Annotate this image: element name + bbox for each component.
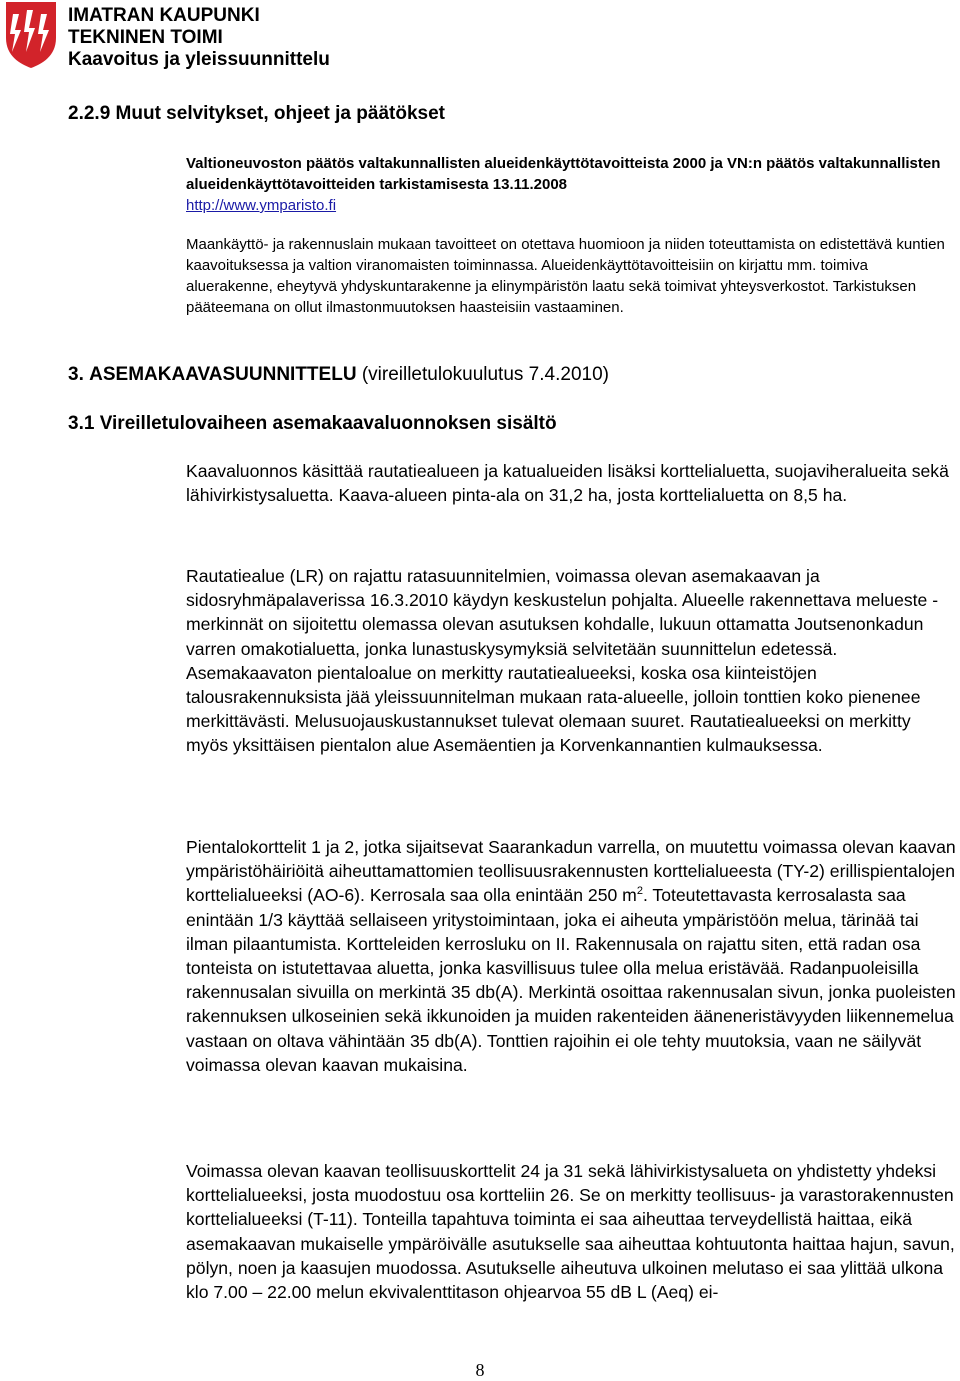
coat-of-arms-logo [4,0,58,70]
sub-heading: 3.1 Vireilletulovaiheen asemakaavaluonnoksen sisältö [68,413,557,434]
org-name: IMATRAN KAUPUNKI [68,5,260,26]
paragraph-2: Rautatiealue (LR) on rajattu ratasuunnitelmien, voimassa olevan asemakaavan ja sidosryhmäpalaverissa 16.3.2010 käydyn keskustelun pohjalta. Alueelle rakennettava melueste -merkinnät on sijoitettu olemassa olevan asutuksen kohdalle, lukuun ottamatta Joutsenonkadun varren omakotialuetta, jonka lunastuskysymyksiä selvitetään suunnittelun edetessä. Asemakaavaton pientaloalue on merkitty rautatiealueeksi, koska osa kiinteistöjen talousrakennuksista jää yleissuunnitelman mukaan rata-alueelle, jolloin tonttien koko pienenee merkittävästi. Melusuojauskustannukset tulevat olemaan suuret. Rautatiealueeksi on merkitty myös yksittäisen pientalon alue Asemäentien ja Korvenkannantien kulmauksessa. [186,566,939,756]
reference-body: Maankäyttö- ja rakennuslain mukaan tavoitteet on otettava huomioon ja niiden toteuttamista on edistettävä kuntien kaavoituksessa ja valtion viranomaisten toiminnassa. Alueidenkäyttötavoitteisiin on kirjattu mm. toimiva aluerakenne, eheytyvä yhdyskuntarakenne ja elinympäristön laatu sekä toimivat yhteysverkostot. Tarkistuksen pääteemana on ollut ilmastonmuutoksen haasteisiin vastaaminen. [186,236,945,316]
reference-title: Valtioneuvoston päätös valtakunnallisten alueidenkäyttötavoitteista 2000 ja VN:n päätös valtakunnallisten alueidenkäyttötavoitteiden tarkistamisesta 13.11.2008 [186,155,941,193]
main-heading [68,364,609,386]
main-heading-note: (vireilletulokuulutus 7.4.2010) [361,364,609,385]
main-heading-number: 3. [68,364,84,385]
reference-block [186,153,956,318]
paragraph-4: Voimassa olevan kaavan teollisuuskorttelit 24 ja 31 sekä lähivirkistysalueta on yhdistetty yhdeksi korttelialueeksi, josta muodostuu osa kortteliin 26. Se on merkitty teollisuus- ja varastorakennusten korttelialueeksi (T-11). Tonteilla tapahtuva toiminta ei saa aiheuttaa terveydellistä haittaa, eikä asemakaavan mukaiselle ympäröivälle asutukselle saa aiheuttaa kohtuutonta haittaa hajun, savun, pölyn, noen ja kaasujen muodossa. Asutukselle aiheutuva ulkoinen melutaso ei saa ylittää ulkona klo 7.00 – 22.00 melun ekvivalenttitason ohjearvoa 55 dB L (Aeq) ei- [186,1161,955,1303]
main-heading-title: ASEMAKAAVASUUNNITTELU [89,364,357,385]
organization-header [68,5,330,71]
org-unit: Kaavoitus ja yleissuunnittelu [68,49,330,70]
org-department: TEKNINEN TOIMI [68,27,223,48]
page-number: 8 [475,1360,485,1380]
paragraph-1: Kaavaluonnos käsittää rautatiealueen ja katualueiden lisäksi korttelialuetta, suojaviheralueita sekä lähivirkistysaluetta. Kaava-alueen pinta-ala on 31,2 ha, josta korttelialuetta on 8,5 ha. [186,461,949,506]
paragraph-3-part-1: Pientalokorttelit 1 ja 2, jotka sijaitsevat Saarankadun varrella, on muutettu voimassa olevan kaavan ympäristöhäiriöitä aiheuttamattomien teollisuusrakennusten korttelialueesta (TY-2) erillispientalojen korttelialueeksi (AO-6). Kerrosala saa olla enintään 250 m [186,837,956,906]
reference-link[interactable]: http://www.ymparisto.fi [186,197,337,214]
paragraph-3 [186,835,956,1077]
superscript-2: 2 [636,885,643,898]
paragraph-3-part-2: . Toteutettavasta kerrosalasta saa enintään 1/3 käyttää sellaiseen yritystoimintaan, joka ei aiheuta ympäristöön melua, tärinää tai ilman pilaantumista. Kortteleiden kerrosluku on II. Rakennusala on rajattu siten, että radan osa tonteista on istutettavaa aluetta, jonka kasvillisuus tulee olla melua eristävää. Radanpuoleisilla rakennusalan sivuilla on merkintä 35 db(A). Merkintä osoittaa rakennusalan sivun, jonka puoleisten rakennuksen ulkoseinien sekä ikkunoiden ja muiden rakenteiden ääneneristävyyden liikennemelua vastaan on oltava vähintään 35 db(A). Tonttien rajoihin ei ole tehty muutoksia, vaan ne säilyvät voimassa olevan kaavan mukaisina. [186,885,956,1075]
section-heading: 2.2.9 Muut selvitykset, ohjeet ja päätökset [68,103,445,124]
